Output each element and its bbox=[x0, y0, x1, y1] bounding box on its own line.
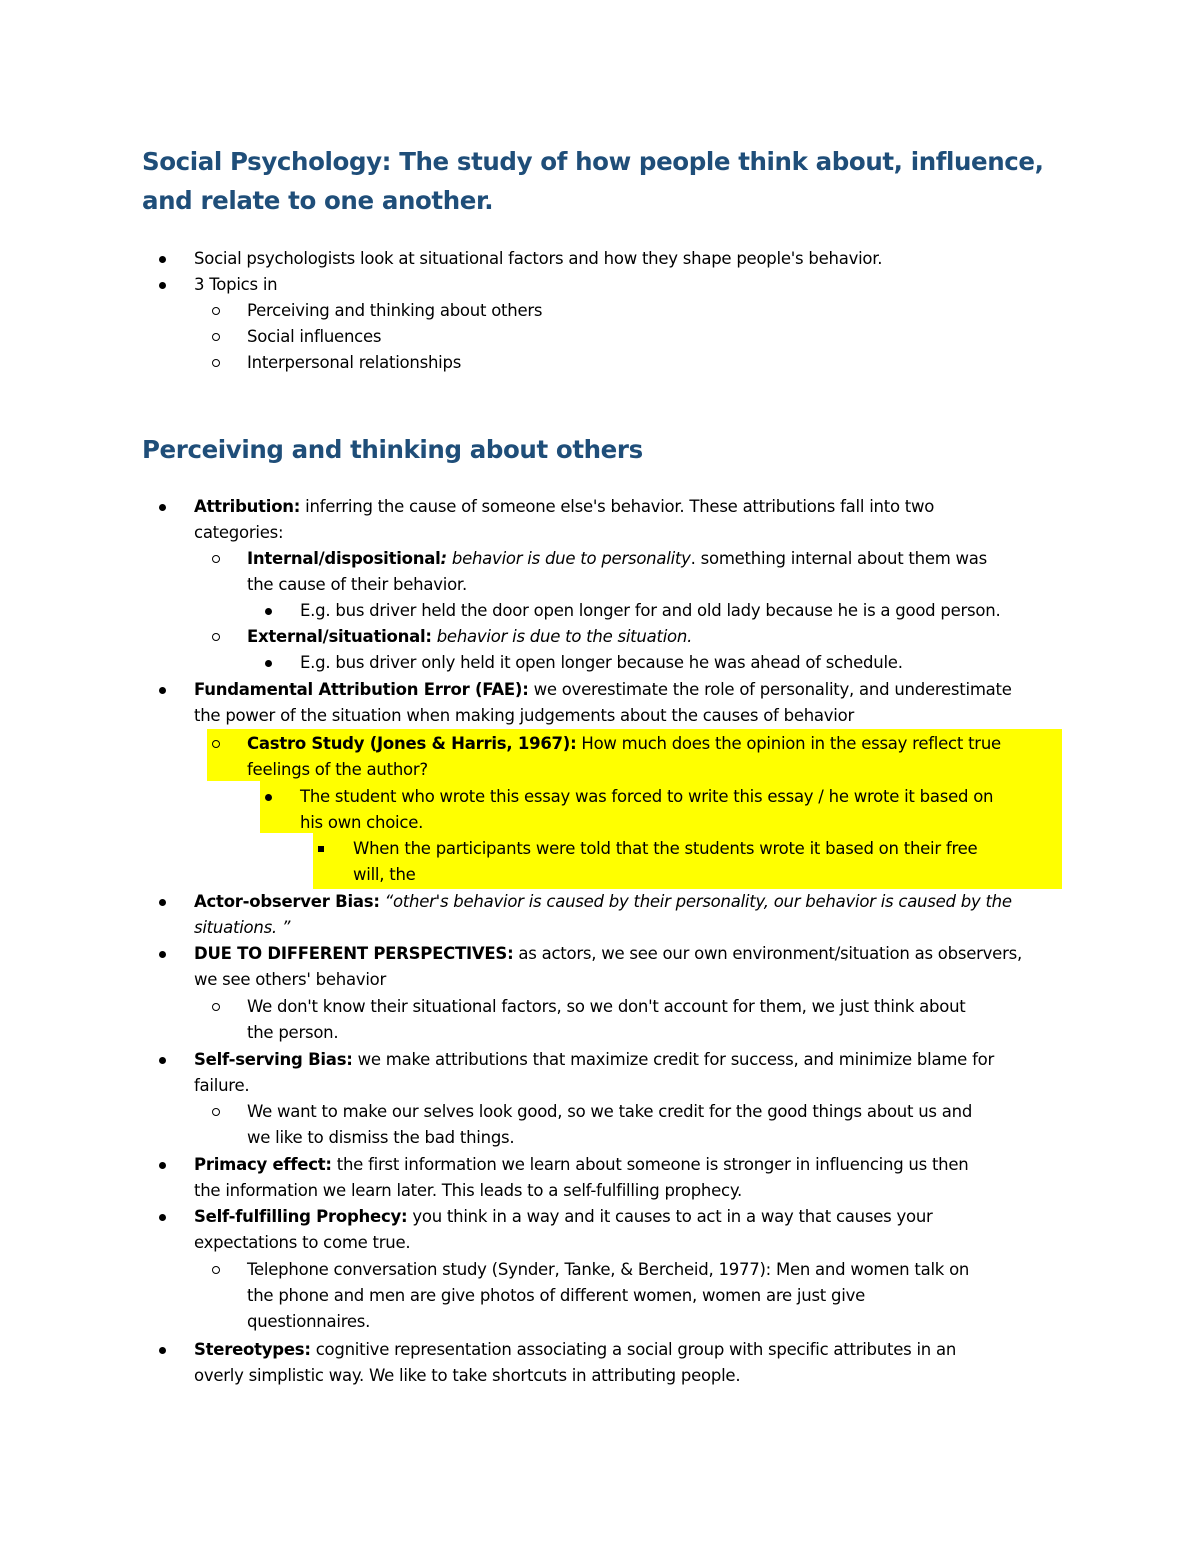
bullet-icon bbox=[159, 677, 167, 703]
text: . something internal about them was bbox=[690, 549, 988, 568]
term-internal: Internal/dispositional bbox=[247, 549, 441, 568]
text-continuation: overly simplistic way. We like to take shortcuts in attributing people. bbox=[194, 1366, 741, 1385]
circle-bullet-icon bbox=[212, 624, 221, 650]
bullet-icon bbox=[159, 246, 167, 272]
text-continuation: the person. bbox=[247, 1023, 339, 1042]
bullet-icon bbox=[159, 494, 167, 520]
text: you think in a way and it causes to act in a way that causes your bbox=[407, 1207, 933, 1226]
circle-bullet-icon bbox=[212, 324, 221, 350]
text: the first information we learn about someone is stronger in influencing us then bbox=[331, 1155, 969, 1174]
list-item-prophecy bbox=[194, 1204, 933, 1230]
text-continuation: his own choice. bbox=[300, 813, 424, 832]
bullet-icon bbox=[159, 1047, 167, 1073]
term-attribution: Attribution: bbox=[194, 497, 301, 516]
text-continuation: the phone and men are give photos of different women, women are just give bbox=[247, 1286, 865, 1305]
circle-bullet-icon bbox=[212, 350, 221, 376]
list-item-primacy bbox=[194, 1152, 969, 1178]
circle-bullet-icon bbox=[212, 298, 221, 324]
text: How much does the opinion in the essay reflect true bbox=[576, 734, 1001, 753]
list-item-student: The student who wrote this essay was forced to write this essay / he wrote it based on bbox=[300, 787, 994, 806]
bullet-icon bbox=[159, 889, 167, 915]
text-continuation: the power of the situation when making judgements about the causes of behavior bbox=[194, 706, 855, 725]
list-item-telephone bbox=[247, 1257, 969, 1283]
page-title bbox=[142, 142, 1062, 220]
italic-text: behavior is due to personality bbox=[446, 549, 691, 568]
square-bullet-icon bbox=[318, 836, 325, 862]
text-continuation: situations. ” bbox=[194, 918, 291, 937]
circle-bullet-icon bbox=[212, 731, 221, 757]
text: Men and women talk on bbox=[770, 1260, 970, 1279]
circle-bullet-icon bbox=[212, 1257, 221, 1283]
list-item-castro bbox=[247, 731, 1001, 757]
list-item-example: E.g. bus driver only held it open longer because he was ahead of schedule. bbox=[300, 653, 903, 672]
text: we overestimate the role of personality, and underestimate bbox=[528, 680, 1012, 699]
bullet-icon bbox=[159, 272, 167, 298]
text-continuation: the information we learn later. This leads to a self-fulfilling prophecy. bbox=[194, 1181, 743, 1200]
text: inferring the cause of someone else's behavior. These attributions fall into two bbox=[300, 497, 935, 516]
text-continuation: expectations to come true. bbox=[194, 1233, 411, 1252]
term-stereotypes: Stereotypes: bbox=[194, 1340, 311, 1359]
list-item-actor bbox=[194, 889, 1012, 915]
title-line-2: and relate to one another. bbox=[142, 186, 494, 215]
text-continuation: will, the bbox=[353, 865, 416, 884]
text-continuation: questionnaires. bbox=[247, 1312, 371, 1331]
bullet-icon bbox=[159, 1204, 167, 1230]
bullet-icon bbox=[159, 941, 167, 967]
term-selfserving: Self-serving Bias: bbox=[194, 1050, 353, 1069]
term-perspectives: DUE TO DIFFERENT PERSPECTIVES: bbox=[194, 944, 514, 963]
circle-bullet-icon bbox=[212, 1099, 221, 1125]
text: Telephone conversation study (Synder, Tanke, & Bercheid, 1977): bbox=[247, 1260, 771, 1279]
bullet-icon bbox=[265, 598, 273, 624]
list-item-selfserving bbox=[194, 1047, 994, 1073]
circle-bullet-icon bbox=[212, 546, 221, 572]
term-castro: Castro Study (Jones & Harris, 1967): bbox=[247, 734, 577, 753]
italic-text: “other's behavior is caused by their personality, our behavior is caused by the bbox=[379, 892, 1012, 911]
list-item-attribution bbox=[194, 494, 934, 520]
list-item-internal bbox=[247, 546, 987, 572]
list-item-topic: Interpersonal relationships bbox=[247, 353, 462, 372]
text: as actors, we see our own environment/situation as observers, bbox=[513, 944, 1022, 963]
list-item-external bbox=[247, 624, 692, 650]
list-item: 3 Topics in bbox=[194, 275, 278, 294]
bullet-icon bbox=[159, 1152, 167, 1178]
list-item: Social psychologists look at situational factors and how they shape people's behavior. bbox=[194, 249, 883, 268]
list-item-sub: We don't know their situational factors, so we don't account for them, we just think about bbox=[247, 997, 966, 1016]
text-continuation: failure. bbox=[194, 1076, 250, 1095]
bullet-icon bbox=[265, 784, 273, 810]
list-item-example: E.g. bus driver held the door open longer for and old lady because he is a good person. bbox=[300, 601, 1001, 620]
term-fae: Fundamental Attribution Error (FAE): bbox=[194, 680, 529, 699]
text-continuation: the cause of their behavior. bbox=[247, 575, 467, 594]
bullet-icon bbox=[265, 650, 273, 676]
list-item-fae bbox=[194, 677, 1012, 703]
italic-text: behavior is due to the situation. bbox=[431, 627, 693, 646]
term-primacy: Primacy effect: bbox=[194, 1155, 332, 1174]
bullet-icon bbox=[159, 1337, 167, 1363]
list-item-participants: When the participants were told that the students wrote it based on their free bbox=[353, 839, 978, 858]
text: we make attributions that maximize credit for success, and minimize blame for bbox=[352, 1050, 995, 1069]
text: cognitive representation associating a social group with specific attributes in an bbox=[310, 1340, 957, 1359]
list-item-perspectives bbox=[194, 941, 1022, 967]
circle-bullet-icon bbox=[212, 994, 221, 1020]
term-actor: Actor-observer Bias: bbox=[194, 892, 380, 911]
section-heading: Perceiving and thinking about others bbox=[142, 435, 643, 464]
list-item-sub: We want to make our selves look good, so we take credit for the good things about us and bbox=[247, 1102, 973, 1121]
text-continuation: categories: bbox=[194, 523, 284, 542]
text-continuation: we like to dismiss the bad things. bbox=[247, 1128, 515, 1147]
list-item-stereotypes bbox=[194, 1337, 956, 1363]
text-continuation: we see others' behavior bbox=[194, 970, 387, 989]
term-external: External/situational: bbox=[247, 627, 432, 646]
title-line-1: Social Psychology: The study of how people think about, influence, bbox=[142, 147, 1044, 176]
term-prophecy: Self-fulfilling Prophecy: bbox=[194, 1207, 408, 1226]
list-item-topic: Perceiving and thinking about others bbox=[247, 301, 543, 320]
text-continuation: feelings of the author? bbox=[247, 760, 428, 779]
list-item-topic: Social influences bbox=[247, 327, 382, 346]
colon: : bbox=[440, 549, 447, 568]
